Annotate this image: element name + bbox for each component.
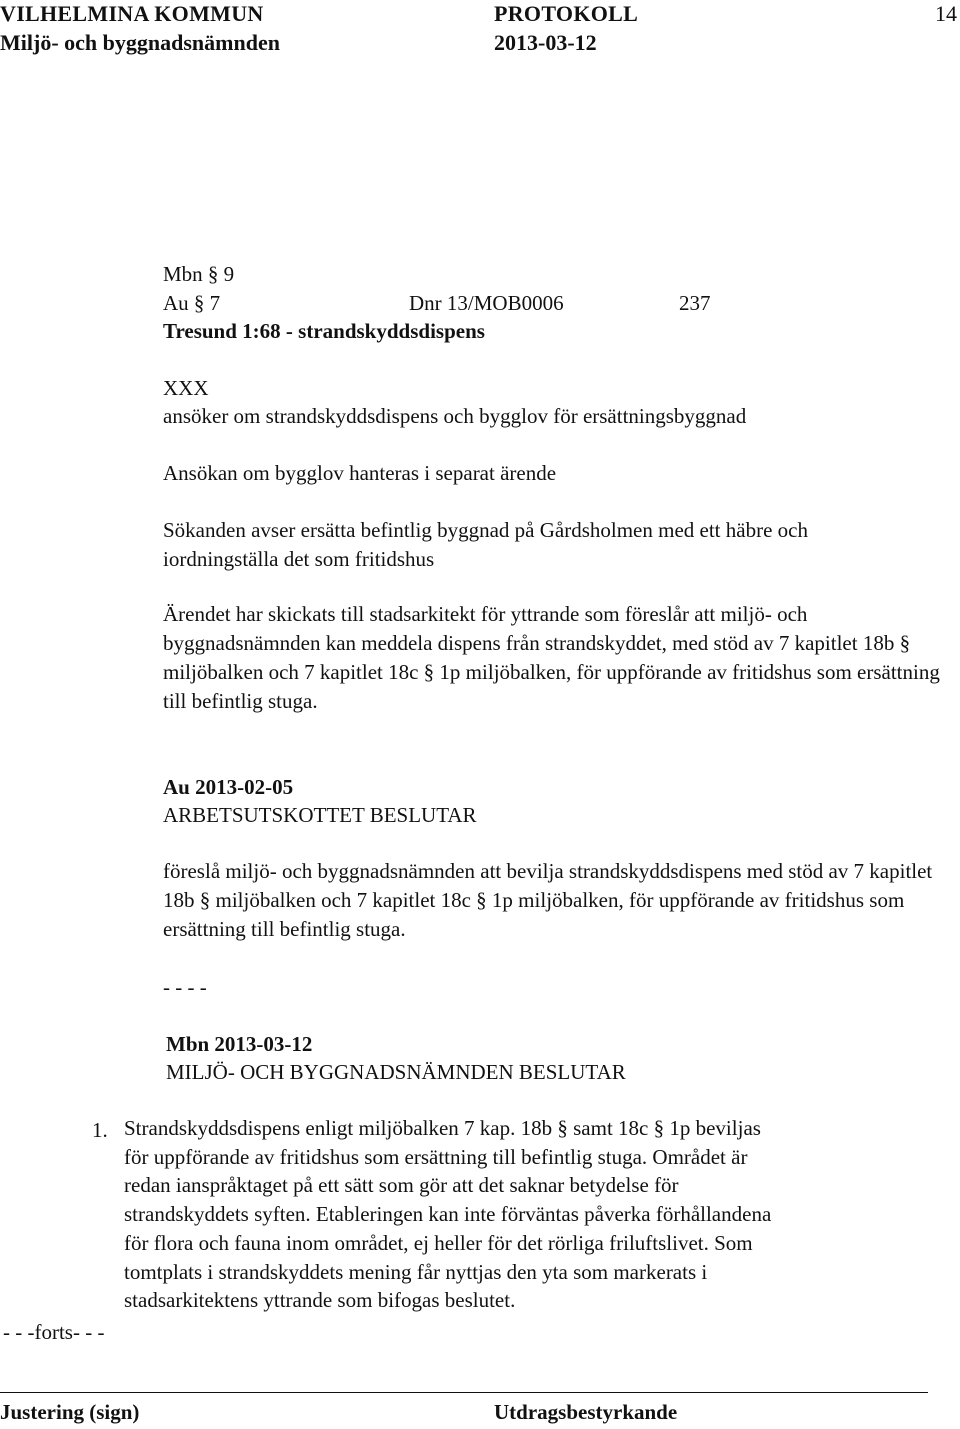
decision-line: för uppförande av fritidshus som ersättning till befintlig stuga. Området är xyxy=(124,1144,748,1169)
au-heading-date: Au 2013-02-05 xyxy=(163,775,294,799)
applicant-application: ansöker om strandskyddsdispens och bygglov för ersättningsbyggnad xyxy=(163,404,747,428)
mbn-heading-date: Mbn 2013-03-12 xyxy=(166,1032,313,1056)
signature-divider xyxy=(0,1392,928,1393)
au-decision-text: föreslå miljö- och byggnadsnämnden att bevilja strandskyddsdispens med stöd av 7 kapitlet 18b § miljöbalken och 7 kapitlet 18c § 1p miljöbalken, för uppförande av fritidshus som ersättning till befintlig stuga. xyxy=(163,859,933,941)
header-date: 2013-03-12 xyxy=(494,30,597,55)
separate-matter-note: Ansökan om bygglov hanteras i separat ärende xyxy=(163,461,557,485)
decision-line: tomtplats i strandskyddets mening får nyttjas den yta som markerats i xyxy=(124,1259,708,1284)
decision-line: stadsarkitektens yttrande som bifogas beslutet. xyxy=(124,1288,516,1313)
case-number: 237 xyxy=(679,291,711,315)
intent-line-1: Sökanden avser ersätta befintlig byggnad på Gårdsholmen med ett häbre och xyxy=(163,518,808,542)
applicant-name: XXX xyxy=(163,376,209,400)
case-title: Tresund 1:68 - strandskyddsdispens xyxy=(163,319,485,343)
intent-line-2: iordningställa det som fritidshus xyxy=(163,547,435,571)
decision-line: redan ianspråktaget på ett sätt som gör att det saknar betydelse för xyxy=(124,1173,679,1198)
decision-line: Strandskyddsdispens enligt miljöbalken 7 kap. 18b § samt 18c § 1p beviljas xyxy=(124,1116,761,1140)
au-heading: ARBETSUTSKOTTET BESLUTAR xyxy=(163,803,477,827)
au-separator: - - - - xyxy=(163,975,207,999)
signature-label: Justering (sign) xyxy=(0,1400,140,1424)
case-mbn-ref: Mbn § 9 xyxy=(163,262,235,286)
case-au-ref: Au § 7 xyxy=(163,291,221,315)
certification-label: Utdragsbestyrkande xyxy=(494,1400,678,1424)
header-page-number: 14 xyxy=(935,1,957,26)
referral-paragraph: Ärendet har skickats till stadsarkitekt för yttrande som föreslår att miljö- och byggnadsnämnden kan meddela dispens från strandskyddet, med stöd av 7 kapitlet 18b § miljöbalken och 7 kapitlet 18c § 1p miljöbalken, för uppförande av fritidshus som ersättning till befintlig stuga. xyxy=(163,602,940,713)
decision-item-text xyxy=(124,1114,924,1315)
decision-line: strandskyddets syften. Etableringen kan inte förväntas påverka förhållandena xyxy=(124,1202,772,1227)
decision-line: för flora och fauna inom området, ej heller för det rörliga friluftslivet. Som xyxy=(124,1230,753,1255)
decision-item-number: 1. xyxy=(92,1118,108,1142)
header-municipality: VILHELMINA KOMMUN xyxy=(0,1,264,26)
header-committee: Miljö- och byggnadsnämnden xyxy=(0,30,280,55)
case-dnr: Dnr 13/MOB0006 xyxy=(409,291,564,315)
continued-marker: - - -forts- - - xyxy=(3,1320,105,1344)
mbn-heading: MILJÖ- OCH BYGGNADSNÄMNDEN BESLUTAR xyxy=(166,1060,626,1084)
header-doc-type: PROTOKOLL xyxy=(494,1,639,26)
